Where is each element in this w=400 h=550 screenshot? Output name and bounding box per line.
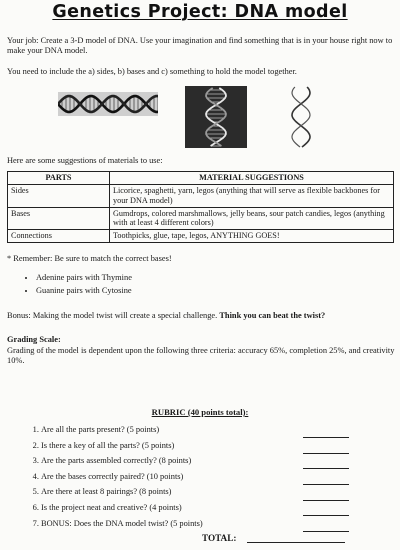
rubric-item: 3. Are the parts assembled correctly? (8 points)	[41, 456, 281, 472]
list-item: • Guanine pairs with Cytosine	[36, 286, 132, 296]
cell-materials: Licorice, spaghetti, yarn, legos (anything that will serve as flexible backbones for your DNA model)	[110, 184, 394, 207]
materials-table	[7, 171, 394, 243]
remember-note: * Remember: Be sure to match the correct bases!	[7, 254, 172, 263]
table-row	[8, 230, 394, 243]
rubric-item: 4. Are the bases correctly paired? (10 points)	[41, 472, 281, 488]
cell-materials: Gumdrops, colored marshmallows, jelly beans, sour patch candies, legos (anything with at least 4 different colors)	[110, 207, 394, 230]
bonus-challenge: Think you can beat the twist?	[219, 311, 326, 320]
rubric-item: 6. Is the project neat and creative? (4 points)	[41, 503, 281, 519]
header-parts: PARTS	[8, 172, 110, 185]
rubric-item: 1. Are all the parts present? (5 points)	[41, 425, 281, 441]
score-blank[interactable]	[303, 500, 349, 501]
include-paragraph: You need to include the a) sides, b) bases and c) something to hold the model together.	[7, 67, 297, 76]
score-blank[interactable]	[303, 515, 349, 516]
rubric-item: 2. Is there a key of all the parts? (5 points)	[41, 441, 281, 457]
score-blank[interactable]	[303, 484, 349, 485]
score-blank[interactable]	[303, 437, 349, 438]
bonus-paragraph	[7, 311, 395, 321]
cell-part: Sides	[8, 184, 110, 207]
intro-paragraph: Your job: Create a 3-D model of DNA. Use your imagination and find something that is in your house right now to make your DNA model.	[7, 36, 393, 56]
page-title: Genetics Project: DNA model	[52, 2, 348, 22]
total-label: TOTAL:	[202, 533, 237, 543]
cell-part: Bases	[8, 207, 110, 230]
score-blank[interactable]	[303, 531, 349, 532]
header-material-suggestions: MATERIAL SUGGESTIONS	[110, 172, 394, 185]
dna-helix-photo-horizontal	[58, 92, 158, 116]
bonus-text: Bonus: Making the model twist will create a special challenge.	[7, 311, 220, 320]
list-item: • Adenine pairs with Thymine	[36, 273, 132, 283]
score-blank[interactable]	[303, 468, 349, 469]
rubric-title: RUBRIC (40 points total):	[151, 407, 249, 417]
dna-helix-photo-dark	[185, 86, 247, 148]
rubric-item: 7. BONUS: Does the DNA model twist? (5 points)	[41, 519, 281, 535]
score-blank[interactable]	[303, 453, 349, 454]
dna-images	[0, 86, 400, 148]
rubric-item: 5. Are there at least 8 pairings? (8 points)	[41, 487, 281, 503]
cell-part: Connections	[8, 230, 110, 243]
dna-helix-drawing	[286, 86, 316, 148]
table-header-row	[8, 172, 394, 185]
table-row	[8, 207, 394, 230]
grading-heading: Grading Scale:	[7, 335, 61, 344]
table-row	[8, 184, 394, 207]
suggestions-intro: Here are some suggestions of materials to use:	[7, 156, 163, 165]
base-pair-list	[20, 273, 132, 299]
total-blank[interactable]	[247, 542, 345, 543]
rubric-list	[24, 425, 281, 534]
grading-text: Grading of the model is dependent upon the following three criteria: accuracy 65%, completion 25%, and creativity 10%.	[7, 346, 395, 366]
cell-materials: Toothpicks, glue, tape, legos, ANYTHING GOES!	[110, 230, 394, 243]
